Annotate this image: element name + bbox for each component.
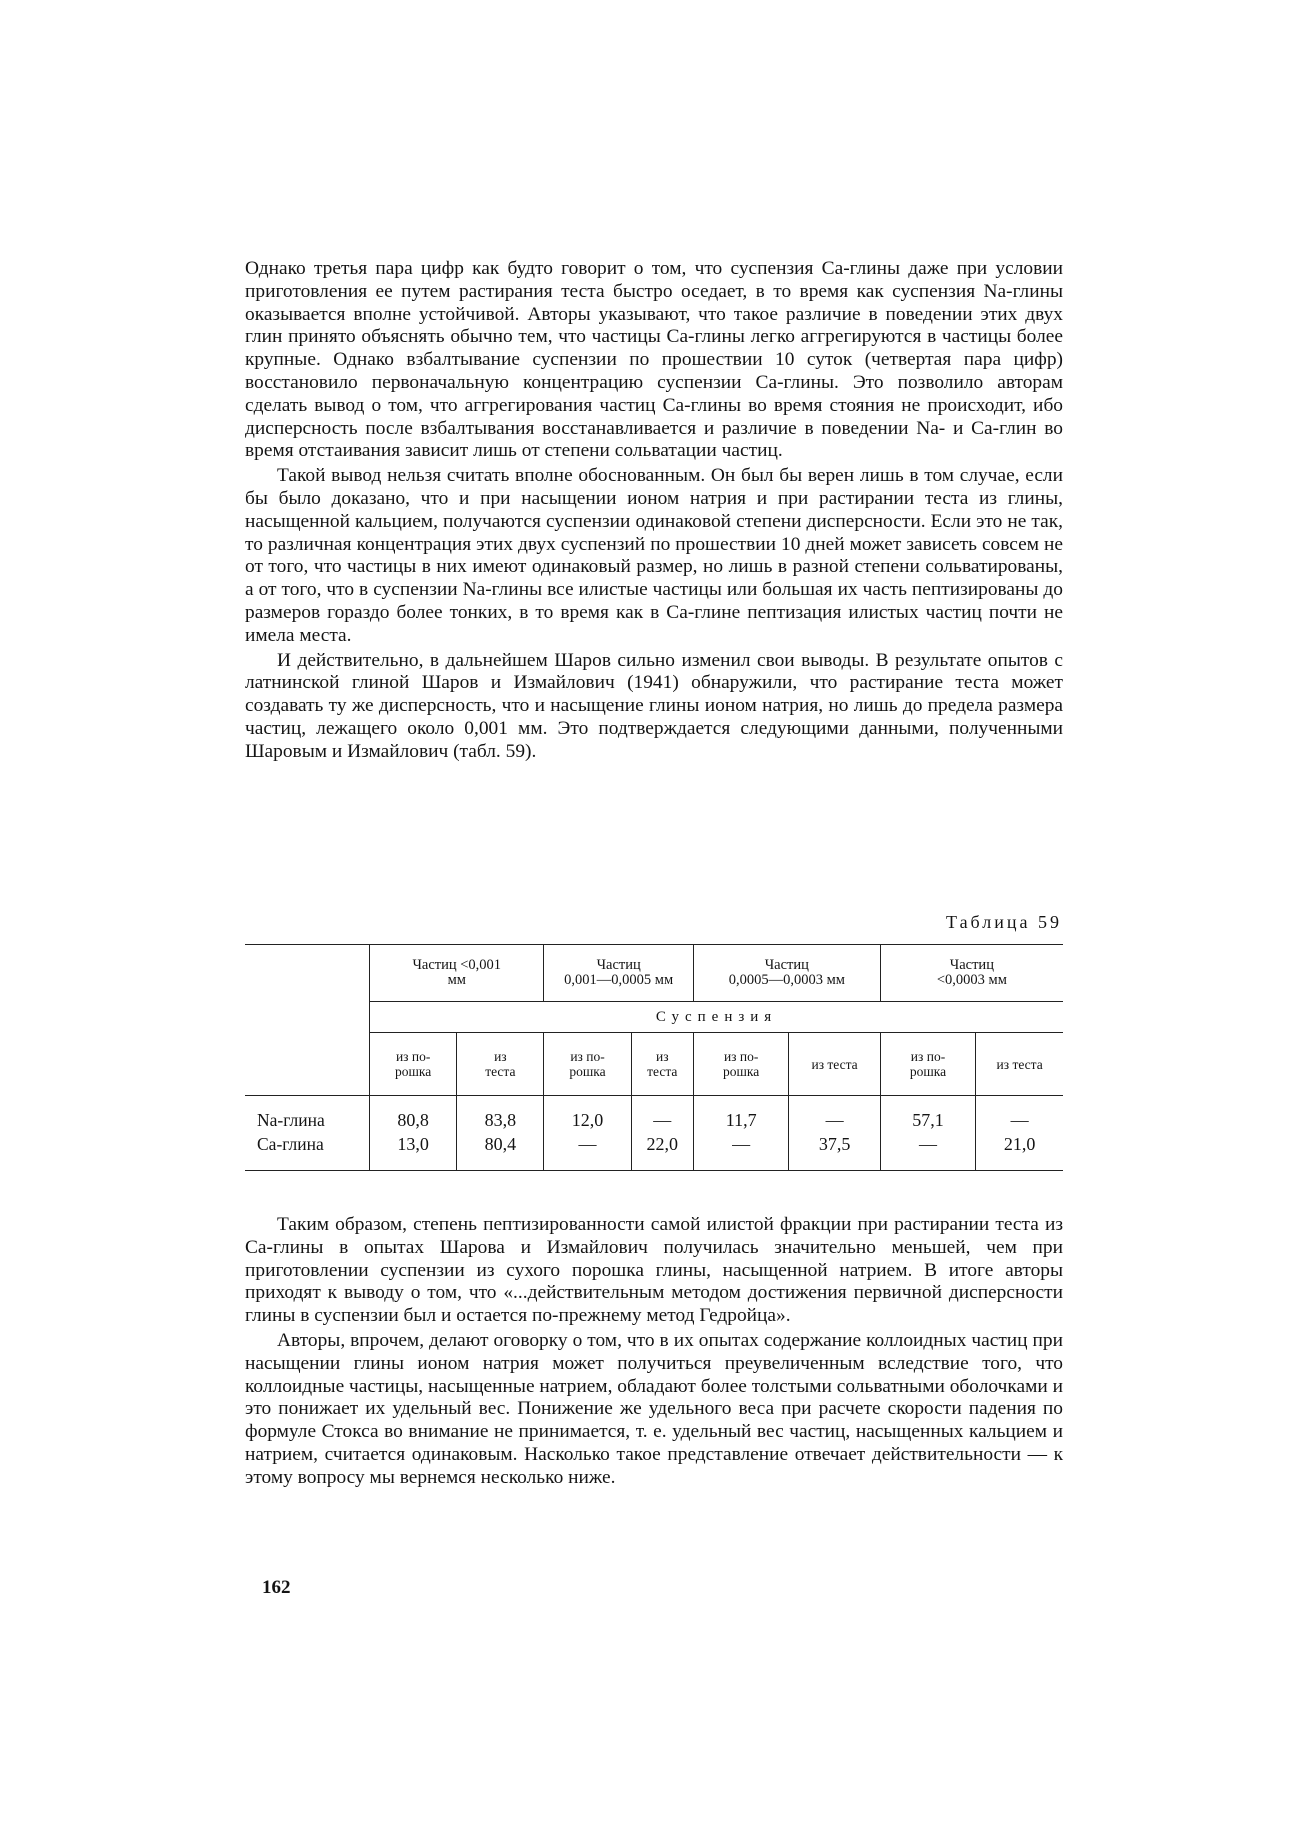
paragraph: Однако третья пара цифр как будто говорит о том, что суспензия Са-глины даже при условии приготовления ее путем растирания теста быстро оседает, в то время как суспензия Na-глины оказывается вполне устойчивой. Авторы указывают, что такое различие в поведении этих двух глин принято объяснять обычно тем, что частицы Са-глины легко аггрегируются в частицы более крупные. Однако взбалтывание суспензии по прошествии 10 суток (четвертая пара цифр) восстановило первоначальную концентрацию суспензии Са-глины. Это позволило авторам сделать вывод о том, что аггрегирования частиц Са-глины во время стояния не происходит, ибо дисперсность после взбалтывания восстанавливается и различие в поведении Na- и Са-глин во время отстаивания зависит лишь от степени сольватации частиц. — [245, 258, 1063, 462]
group-header-row — [245, 945, 1063, 1002]
paragraph: И действительно, в дальнейшем Шаров сильно изменил свои выводы. В результате опытов с латнинской глиной Шаров и Измайлович (1941) обнаружили, что растирание теста может создавать ту же дисперсность, что и насыщение глины ионом натрия, но лишь до предела размера частиц, лежащего около 0,001 мм. Это подтверждается следующими данными, полученными Шаровым и Измайлович (табл. 59). — [245, 649, 1063, 762]
table-cell: — — [880, 1132, 976, 1156]
table-cell: — — [976, 1108, 1063, 1132]
paragraph: Такой вывод нельзя считать вполне обоснованным. Он был бы верен лишь в том случае, если бы было доказано, что и при насыщении ионом натрия и при растирании теста из глины, насыщенной кальцием, получаются суспензии одинаковой степени дисперсности. Если это не так, то различная концентрация этих двух суспензий по прошествии 10 дней может зависеть совсем не от того, что частицы в них имеют одинаковый размер, но лишь в разной степени сольватированы, а от того, что в суспензии Na-глины все илистые частицы или большая их часть пептизированы до размеров гораздо более тонких, в то время как в Са-глине пептизация илистых частиц почти не имела места. — [245, 465, 1063, 646]
table-cell: 80,4 — [457, 1132, 544, 1156]
sub-header: из теста — [789, 1033, 880, 1096]
table-cell: — — [693, 1132, 789, 1156]
table-row — [245, 1108, 1063, 1132]
group-header: Частиц <0,001 мм — [370, 945, 544, 1002]
suspension-label: Суспензия — [370, 1002, 1063, 1033]
table-cell: 22,0 — [631, 1132, 693, 1156]
table-cell: 37,5 — [789, 1132, 880, 1156]
table-cell: 13,0 — [370, 1132, 457, 1156]
sub-header: из теста — [457, 1033, 544, 1096]
data-table — [245, 944, 1063, 1171]
page-number: 162 — [262, 1577, 291, 1598]
paragraph: Авторы, впрочем, делают оговорку о том, что в их опытах содержание коллоидных частиц при насыщении глины ионом натрия может получиться преувеличенным вследствие того, что коллоидные частицы, насыщенные натрием, обладают более толстыми сольватными оболочками и это понижает их удельный вес. Понижение же удельного веса при расчете скорости падения по формуле Стокса во внимание не принимается, т. е. удельный вес частиц, насыщенных кальцием и натрием, считается одинаковым. Насколько такое представление отвечает действительности — к этому вопросу мы вернемся несколько ниже. — [245, 1329, 1063, 1488]
group-header: Частиц 0,0005—0,0003 мм — [693, 945, 880, 1002]
text-block-top — [245, 258, 1063, 764]
table-cell: — — [544, 1132, 631, 1156]
table-caption: Таблица 59 — [946, 912, 1062, 932]
sub-header: из по- рошка — [544, 1033, 631, 1096]
suspension-row — [245, 1002, 1063, 1033]
table-cell: 21,0 — [976, 1132, 1063, 1156]
table-cell: 11,7 — [693, 1108, 789, 1132]
table-cell: — — [789, 1108, 880, 1132]
paragraph: Таким образом, степень пептизированности самой илистой фракции при растирании теста из Са-глины в опытах Шарова и Измайлович получилась значительно меньшей, чем при приготовлении суспензии из сухого порошка глины, насыщенной натрием. В итоге авторы приходят к выводу о том, что «...действительным методом достижения первичной дисперсности глины в суспензии был и остается по-прежнему метод Гедройца». — [245, 1214, 1063, 1327]
group-header: Частиц <0,0003 мм — [880, 945, 1063, 1002]
sub-header: из теста — [631, 1033, 693, 1096]
row-label: Са-глина — [257, 1133, 324, 1154]
table-row — [245, 1132, 1063, 1156]
row-label: Na-глина — [257, 1109, 325, 1130]
sub-header: из по- рошка — [370, 1033, 457, 1096]
data-table-wrapper — [245, 944, 1063, 1164]
text-block-bottom — [245, 1212, 1063, 1490]
sub-header-row — [245, 1033, 1063, 1096]
table-cell: 57,1 — [880, 1108, 976, 1132]
table-cell: 83,8 — [457, 1108, 544, 1132]
table-cell: 80,8 — [370, 1108, 457, 1132]
group-header: Частиц 0,001—0,0005 мм — [544, 945, 693, 1002]
sub-header: из по- рошка — [693, 1033, 789, 1096]
table-cell: — — [631, 1108, 693, 1132]
sub-header: из теста — [976, 1033, 1063, 1096]
sub-header: из по- рошка — [880, 1033, 976, 1096]
table-cell: 12,0 — [544, 1108, 631, 1132]
